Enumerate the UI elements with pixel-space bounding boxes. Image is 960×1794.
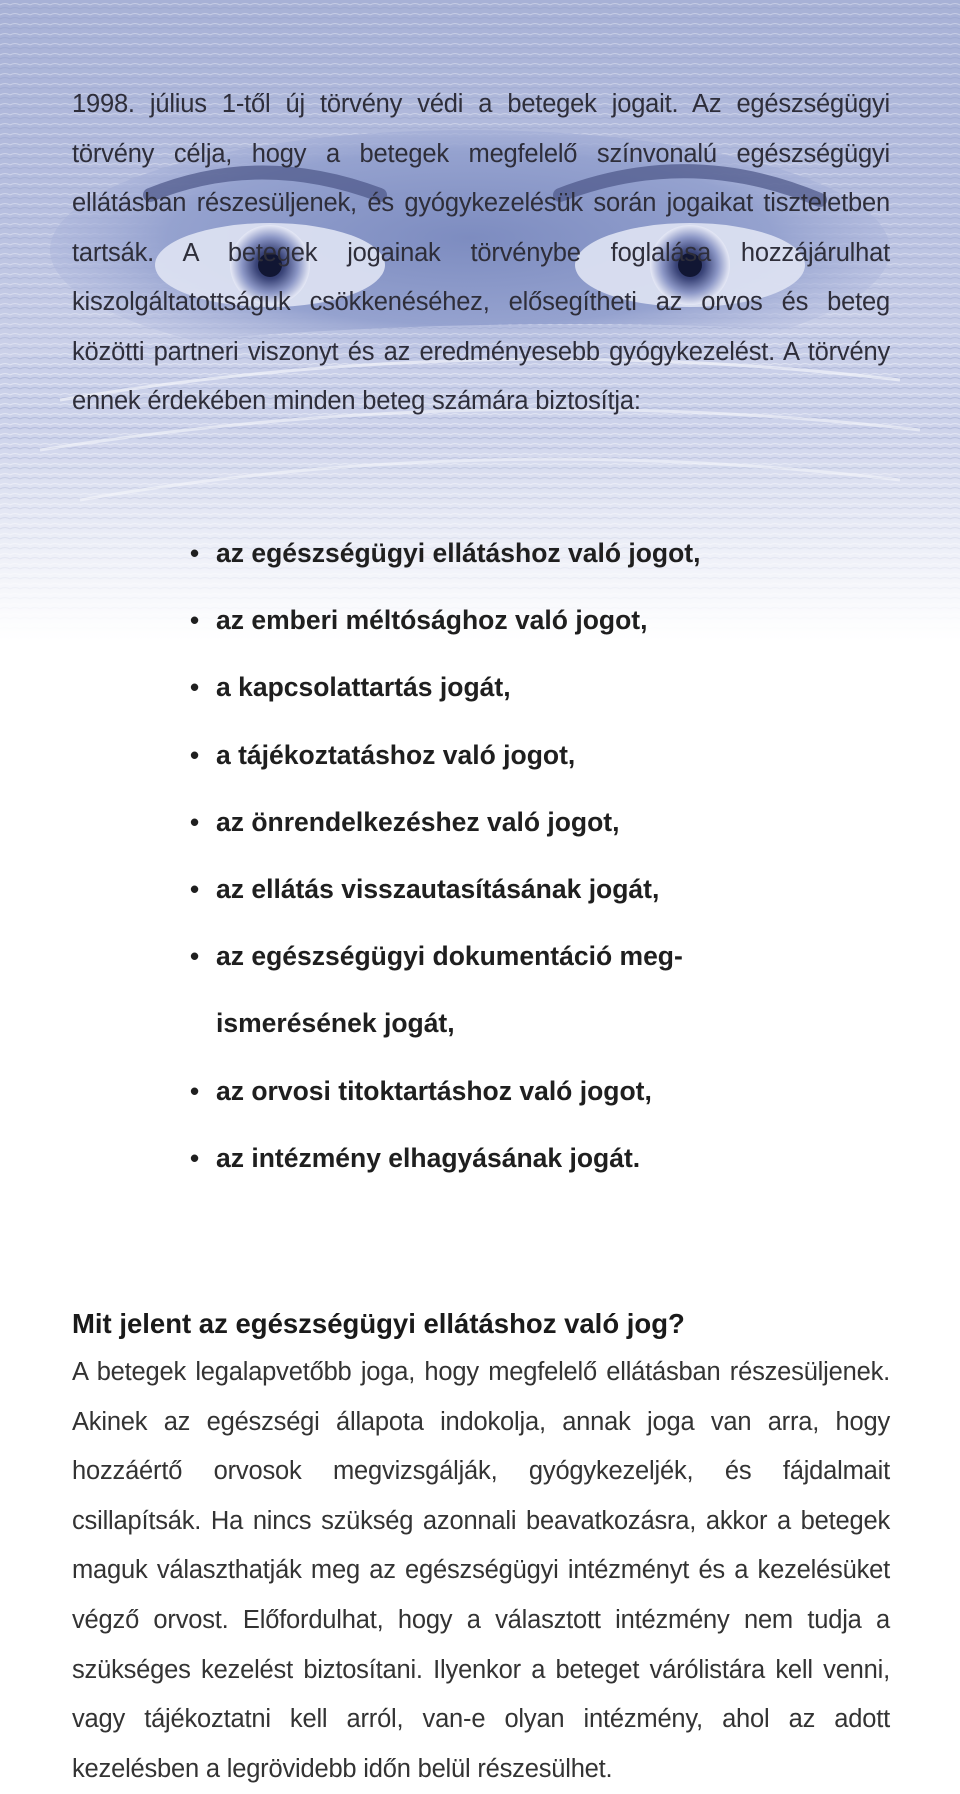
list-item: • az ellátás visszautasításának jogát, bbox=[190, 856, 830, 923]
list-item: • az orvosi titoktartáshoz való jogot, bbox=[190, 1058, 830, 1125]
care-right-section bbox=[72, 1300, 890, 1794]
section-heading: Mit jelent az egészségügyi ellátáshoz való jog? bbox=[72, 1308, 685, 1339]
list-item: • az intézmény elhagyásának jogát. bbox=[190, 1125, 830, 1192]
list-item-continuation: ismerésének jogát, bbox=[216, 1008, 455, 1039]
section-body: A betegek legalapvetőbb joga, hogy megfelelő ellátásban részesüljenek. Akinek az egészségi állapota indokolja, annak joga van arra, hogy hozzáértő orvosok megvizsgálják, gyógykezeljék, és fájdalmait csillapítsák. Ha nincs szükség azonnali beavatkozásra, akkor a betegek maguk választhatják meg az egészségügyi intézményt és a kezelésüket végző orvost. Előfordulhat, hogy a választott intézmény nem tudja a szükséges kezelést biztosítani. Ilyenkor a beteget várólistára kell venni, vagy tájékoztatni kell arról, van-e olyan intézmény, ahol az adott kezelésben a legrövidebb időn belül részesülhet. bbox=[72, 1358, 890, 1783]
intro-paragraph: 1998. július 1-től új törvény védi a betegek jogait. Az egészségügyi törvény célja, hogy a betegek megfelelő színvonalú egészségügyi ellátásban részesüljenek, és gyógykezelésük során jogaikat tiszteletben tartsák. A betegek jogainak törvénybe foglalása hozzájárulhat kiszolgáltatottságuk csökkenéséhez, elősegítheti az orvos és beteg közötti partneri viszonyt és az eredményesebb gyógykezelést. A törvény ennek érdekében minden beteg számára biztosítja: bbox=[72, 90, 890, 415]
list-item: • az emberi méltósághoz való jogot, bbox=[190, 587, 830, 654]
rights-list bbox=[190, 520, 830, 1192]
list-item: • az önrendelkezéshez való jogot, bbox=[190, 789, 830, 856]
list-item: • a kapcsolattartás jogát, bbox=[190, 654, 830, 721]
list-item: • a tájékoztatáshoz való jogot, bbox=[190, 722, 830, 789]
list-item: • az egészségügyi dokumentáció meg- bbox=[190, 923, 830, 990]
list-item: • az egészségügyi ellátáshoz való jogot, bbox=[190, 520, 830, 587]
